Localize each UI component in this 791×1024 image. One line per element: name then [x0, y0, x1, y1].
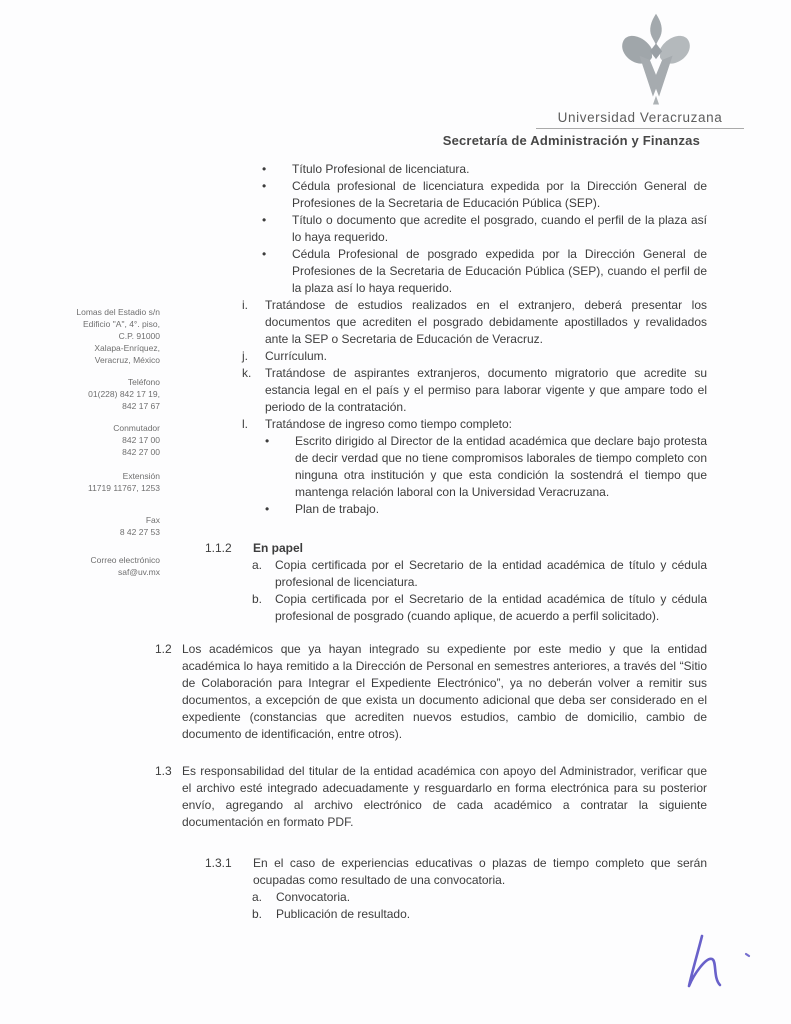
document-body — [155, 161, 707, 923]
item-text: Tratándose de aspirantes extranjeros, documento migratorio que acredite su estancia legal en el país y el permiso para laborar vigente y que ampare todo el periodo de la contratación. — [265, 366, 707, 414]
email-address: saf@uv.mx — [117, 567, 160, 577]
bullet-text: Plan de trabajo. — [295, 502, 380, 516]
uv-fleur-de-lis-logo-icon — [610, 12, 702, 108]
item-text: Currículum. — [265, 349, 328, 363]
bullet-text: Cédula Profesional de posgrado expedida por la Dirección General de Profesiones de la Secretaria de Educación Pública (SEP), cuando el perfil de la plaza así lo haya requerido. — [292, 247, 707, 295]
numbered-paragraph — [155, 763, 707, 831]
bullet-marker: • — [265, 434, 270, 448]
address-line: Lomas del Estadio s/n — [76, 307, 160, 317]
item-text: Copia certificada por el Secretario de la entidad académica de título y cédula profesional de posgrado (cuando aplique, de acuerdo a perfil solicitado). — [275, 592, 707, 623]
lettered-item — [155, 889, 707, 906]
paragraph-text: Es responsabilidad del titular de la entidad académica con apoyo del Administrador, verificar que el archivo esté integrado adecuadamente y resguardarlo en forma electrónica para su posterior envío, agregando al archivo electrónico de cada académico a contratar la siguiente documentación en formato PDF. — [182, 764, 707, 829]
bullet-item — [155, 433, 707, 501]
section-number: 1.3 — [155, 764, 172, 778]
item-letter: l. — [242, 417, 248, 431]
phone-number: 01(228) 842 17 19, — [88, 389, 160, 399]
bullet-marker: • — [262, 162, 267, 176]
switchboard-label: Conmutador — [113, 423, 160, 433]
section-1-3-1 — [155, 855, 707, 923]
letterhead-contact-block — [28, 306, 160, 588]
bullet-marker: • — [262, 179, 267, 193]
item-letter: i. — [242, 298, 248, 312]
lettered-item — [155, 591, 707, 625]
switchboard-number: 842 27 00 — [122, 447, 160, 457]
department-name: Secretaría de Administración y Finanzas — [442, 133, 700, 148]
section-1-1-2 — [155, 540, 707, 625]
section-number: 1.2 — [155, 642, 172, 656]
bullet-item — [155, 246, 707, 297]
section-1-2 — [155, 641, 707, 743]
tiempo-completo-sublist — [155, 433, 707, 518]
fax-number: 8 42 27 53 — [119, 527, 160, 537]
switchboard-block — [28, 422, 160, 458]
lettered-item — [155, 365, 707, 416]
address-line: C.P. 91000 — [118, 331, 160, 341]
bullet-marker: • — [265, 502, 270, 516]
numbered-paragraph — [155, 855, 707, 889]
lettered-item — [155, 906, 707, 923]
section-number: 1.1.2 — [205, 541, 232, 555]
bullet-text: Escrito dirigido al Director de la entidad académica que declare bajo protesta de decir verdad que no tiene compromisos laborales de tiempo completo con ninguna otra institución y que esta condición la sostendrá el tiempo que mantenga relación laboral con la Universidad Veracruzana. — [295, 434, 707, 499]
item-text: Publicación de resultado. — [276, 907, 411, 921]
address-line: Veracruz, México — [94, 355, 160, 365]
lettered-item — [155, 557, 707, 591]
switchboard-number: 842 17 00 — [122, 435, 160, 445]
bullet-marker: • — [262, 213, 267, 227]
bullet-item — [155, 178, 707, 212]
item-letter: a. — [252, 558, 263, 572]
item-text: Tratándose de ingreso como tiempo completo: — [265, 417, 513, 431]
requirements-bullet-list — [155, 161, 707, 297]
extension-block — [28, 470, 160, 494]
extension-label: Extensión — [122, 471, 160, 481]
item-letter: k. — [242, 366, 252, 380]
lettered-item — [155, 297, 707, 348]
paragraph-text: Los académicos que ya hayan integrado su expediente por este medio y que la entidad académica lo haya remitido a la Dirección de Personal en semestres anteriores, a través del “Sitio de Colaboración para Integrar el Expediente Electrónico”, ya no deberán volver a remitir sus documentos, a excepción de que exista un documento adicional que deba ser considerado en el expediente (constancias que acrediten nuevos estudios, cambio de domicilio, cambio de documento de identificación, entre otros). — [182, 642, 707, 741]
section-heading — [155, 540, 707, 557]
item-text: Convocatoria. — [276, 890, 351, 904]
item-letter: b. — [252, 907, 263, 921]
item-letter: b. — [252, 592, 263, 606]
fax-label: Fax — [145, 515, 160, 525]
numbered-paragraph — [155, 641, 707, 743]
phone-number: 842 17 67 — [122, 401, 160, 411]
bullet-text: Título Profesional de licenciatura. — [292, 162, 470, 176]
email-label: Correo electrónico — [90, 555, 160, 565]
bullet-text: Cédula profesional de licenciatura expedida por la Dirección General de Profesiones de la Secretaria de Educación Pública (SEP). — [292, 179, 707, 210]
phone-block — [28, 376, 160, 412]
address-line: Edificio "A", 4°. piso, — [83, 319, 160, 329]
bullet-item — [155, 212, 707, 246]
bullet-item — [155, 161, 707, 178]
item-text: Copia certificada por el Secretario de la entidad académica de título y cédula profesional de licenciatura. — [275, 558, 707, 589]
bullet-text: Título o documento que acredite el posgrado, cuando el perfil de la plaza así lo haya requerido. — [292, 213, 707, 244]
lettered-item — [155, 348, 707, 365]
item-text: Tratándose de estudios realizados en el extranjero, deberá presentar los documentos que acrediten el posgrado debidamente apostillados y revalidados ante la SEP o Secretaria de Educación de Veracruz. — [265, 298, 707, 346]
bullet-marker: • — [262, 247, 267, 261]
section-title: En papel — [253, 541, 304, 555]
item-letter: a. — [252, 890, 263, 904]
section-number: 1.3.1 — [205, 856, 232, 870]
item-letter: j. — [242, 349, 248, 363]
bullet-item — [155, 501, 707, 518]
email-block — [28, 554, 160, 578]
lettered-list — [155, 297, 707, 433]
handwritten-ink-mark — [662, 928, 774, 1018]
paragraph-text: En el caso de experiencias educativas o plazas de tiempo completo que serán ocupadas como resultado de una convocatoria. — [253, 856, 707, 887]
fax-block — [28, 514, 160, 538]
extension-number: 11719 11767, 1253 — [87, 483, 160, 493]
section-1-3 — [155, 763, 707, 831]
address-line: Xalapa-Enríquez, — [94, 343, 160, 353]
phone-label: Teléfono — [127, 377, 160, 387]
address-block — [28, 306, 160, 366]
university-name: Universidad Veracruzana — [536, 110, 744, 129]
lettered-item — [155, 416, 707, 433]
